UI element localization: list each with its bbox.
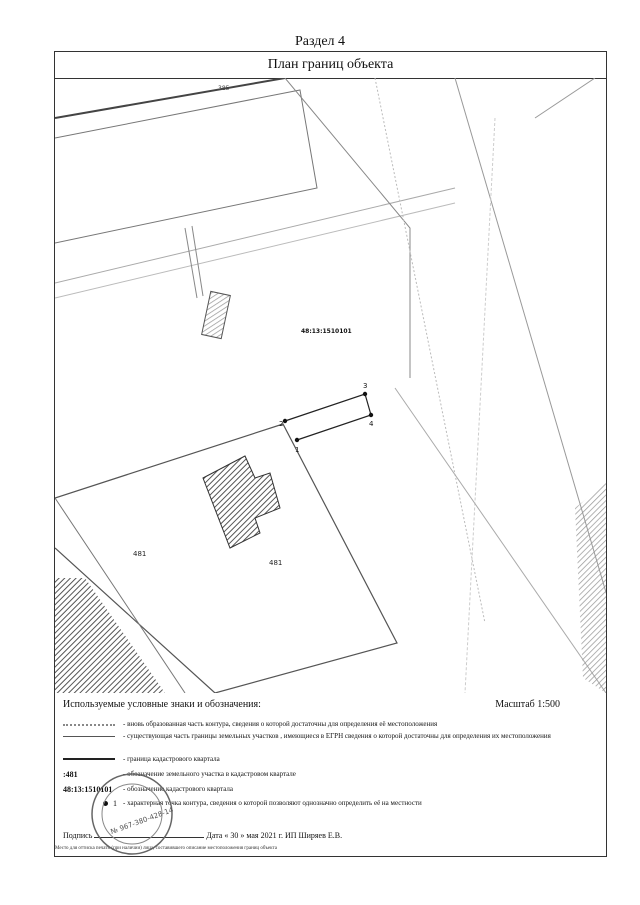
point-icon: 1	[63, 799, 123, 808]
building-main	[203, 456, 280, 548]
parcel-designation-symbol: :481	[63, 770, 78, 779]
hatched-area-left	[55, 578, 165, 693]
stamp-number: № 967-380-428-14	[109, 805, 175, 837]
page-title: План границ объекта	[55, 52, 606, 79]
small-label: 385	[218, 85, 230, 92]
dotted-line-icon	[63, 720, 123, 729]
stamp-footnote: Место для оттиска печати (при наличии) лица, составившего описание местоположения границ объекта	[55, 846, 277, 851]
parcel-label-2: 481	[269, 559, 283, 567]
legend-item-existing-boundary: - существующая часть границы земельных участков , имеющиеся в ЕГРН сведения о которой достаточны для определения их местоположения	[63, 732, 593, 741]
hatched-area-right	[575, 483, 606, 693]
legend-item-parcel-designation: :481 - обозначение земельного участка в кадастровом квартале	[63, 770, 296, 779]
utility-line	[185, 228, 197, 298]
quarter-label: 48:13:1510101	[301, 328, 352, 335]
legend-item-quarter-designation: 48:13:1510101 - обозначение кадастрового квартала	[63, 785, 234, 794]
thin-line-icon	[63, 732, 123, 741]
signature-date: Дата « 30 » мая 2021 г.	[206, 831, 283, 840]
point-4	[369, 413, 373, 417]
diagonal-line-3	[465, 118, 495, 693]
legend-item-new-contour: - вновь образованная часть контура, сведения о которой достаточны для определения её местоположения	[63, 720, 593, 729]
quarter-designation-symbol: 48:13:1510101	[63, 785, 113, 794]
point-label-2: 2	[279, 420, 284, 428]
small-building	[202, 291, 231, 338]
road-edge-2	[55, 203, 455, 298]
diagonal-line-5	[395, 388, 606, 693]
parcel-label-1: 481	[133, 550, 147, 558]
boundary-plan-map	[55, 78, 606, 693]
diagonal-line-4	[535, 78, 595, 118]
diagonal-line-2	[375, 78, 485, 623]
legend-item-quarter-boundary: - граница кадастрового квартала	[63, 755, 593, 764]
point-1	[295, 438, 299, 442]
utility-line-2	[192, 226, 203, 296]
legend-title: Используемые условные знаки и обозначения:	[63, 699, 261, 710]
legend-item-characteristic-point: 1 - характерная точка контура, сведения о которой позволяют однозначно определить её на местности	[63, 799, 593, 808]
new-contour	[285, 394, 371, 440]
thick-line-icon	[63, 755, 123, 764]
point-label-3: 3	[363, 382, 368, 390]
road-edge-1	[55, 188, 455, 283]
document-frame	[54, 51, 607, 857]
parcel-boundary-top	[55, 78, 285, 118]
scale-label: Масштаб 1:500	[495, 699, 560, 710]
round-stamp	[88, 770, 176, 858]
section-title: Раздел 4	[294, 34, 346, 49]
point-label-4: 4	[369, 420, 374, 428]
point-label-1: 1	[295, 446, 300, 454]
signature-signer: ИП Ширяев Е.В.	[284, 831, 343, 840]
signature-label: Подпись	[63, 831, 93, 840]
point-3	[363, 392, 367, 396]
parcel-boundary-top-2	[55, 90, 317, 243]
